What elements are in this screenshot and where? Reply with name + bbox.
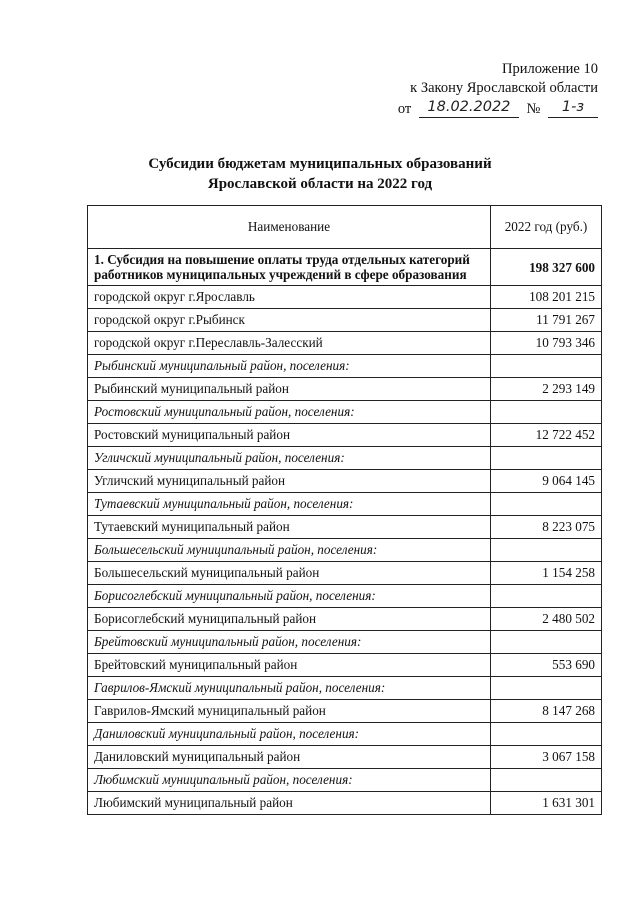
row-value: 9 064 145 [491, 470, 602, 493]
table-row [88, 792, 602, 815]
table-row [88, 332, 602, 355]
row-name: Рыбинский муниципальный район [88, 378, 491, 401]
row-value: 11 791 267 [491, 309, 602, 332]
title-line-2: Ярославской области на 2022 год [207, 176, 433, 192]
row-value [491, 539, 602, 562]
row-value [491, 401, 602, 424]
row-name: городской округ г.Рыбинск [88, 309, 491, 332]
row-value: 3 067 158 [491, 746, 602, 769]
row-value [491, 585, 602, 608]
handwritten-number: 1-з [548, 98, 598, 118]
total-value: 198 327 600 [491, 249, 602, 286]
number-label: № [526, 101, 541, 117]
handwritten-date: 18.02.2022 [419, 98, 519, 118]
row-value: 1 154 258 [491, 562, 602, 585]
table-row [88, 539, 602, 562]
table-row [88, 654, 602, 677]
header-name: Наименование [88, 206, 491, 249]
row-name: Тутаевский муниципальный район [88, 516, 491, 539]
table-row [88, 378, 602, 401]
row-name: Рыбинский муниципальный район, поселения: [88, 355, 491, 378]
row-name: Брейтовский муниципальный район [88, 654, 491, 677]
row-value: 8 223 075 [491, 516, 602, 539]
row-value: 12 722 452 [491, 424, 602, 447]
annex-date-number [398, 100, 598, 124]
row-name: Гаврилов-Ямский муниципальный район [88, 700, 491, 723]
table-row [88, 746, 602, 769]
row-name: Брейтовский муниципальный район, поселения: [88, 631, 491, 654]
row-name: Ростовский муниципальный район, поселения: [88, 401, 491, 424]
row-name: Угличский муниципальный район, поселения: [88, 447, 491, 470]
row-value [491, 769, 602, 792]
row-value [491, 723, 602, 746]
title-line-1: Субсидии бюджетам муниципальных образований [148, 156, 492, 172]
row-value [491, 631, 602, 654]
table-row [88, 608, 602, 631]
row-value [491, 677, 602, 700]
table-row [88, 677, 602, 700]
table-row [88, 424, 602, 447]
row-name: Тутаевский муниципальный район, поселения: [88, 493, 491, 516]
row-value: 2 293 149 [491, 378, 602, 401]
table-header-row [88, 206, 602, 249]
row-name: Гаврилов-Ямский муниципальный район, поселения: [88, 677, 491, 700]
row-value: 10 793 346 [491, 332, 602, 355]
row-value: 8 147 268 [491, 700, 602, 723]
table-row [88, 723, 602, 746]
annex-header [398, 60, 598, 124]
from-label: от [397, 101, 412, 117]
annex-line-1: Приложение 10 [502, 61, 598, 77]
row-name: Большесельский муниципальный район [88, 562, 491, 585]
row-value: 108 201 215 [491, 286, 602, 309]
row-value: 1 631 301 [491, 792, 602, 815]
table-row [88, 447, 602, 470]
row-name: Даниловский муниципальный район [88, 746, 491, 769]
row-value: 2 480 502 [491, 608, 602, 631]
table-row [88, 516, 602, 539]
table-row [88, 631, 602, 654]
row-value [491, 447, 602, 470]
table-row [88, 355, 602, 378]
header-year: 2022 год (руб.) [491, 206, 602, 249]
row-name: Ростовский муниципальный район [88, 424, 491, 447]
total-row [88, 249, 602, 286]
row-name: Любимский муниципальный район, поселения: [88, 769, 491, 792]
row-name: Угличский муниципальный район [88, 470, 491, 493]
row-value [491, 493, 602, 516]
table-row [88, 700, 602, 723]
annex-line-2: к Закону Ярославской области [410, 80, 598, 96]
subsidy-table [87, 205, 602, 815]
row-name: Большесельский муниципальный район, поселения: [88, 539, 491, 562]
row-value: 553 690 [491, 654, 602, 677]
table-row [88, 401, 602, 424]
row-name: городской округ г.Ярославль [88, 286, 491, 309]
table-row [88, 470, 602, 493]
row-name: Борисоглебский муниципальный район, поселения: [88, 585, 491, 608]
table-row [88, 493, 602, 516]
document-title [0, 154, 640, 194]
table-row [88, 562, 602, 585]
row-value [491, 355, 602, 378]
row-name: Борисоглебский муниципальный район [88, 608, 491, 631]
table-row [88, 585, 602, 608]
table-row [88, 286, 602, 309]
total-label: 1. Субсидия на повышение оплаты труда отдельных категорий работников муниципальных учреждений в сфере образования [88, 249, 491, 286]
row-name: Любимский муниципальный район [88, 792, 491, 815]
row-name: Даниловский муниципальный район, поселения: [88, 723, 491, 746]
table-row [88, 769, 602, 792]
table-row [88, 309, 602, 332]
row-name: городской округ г.Переславль-Залесский [88, 332, 491, 355]
